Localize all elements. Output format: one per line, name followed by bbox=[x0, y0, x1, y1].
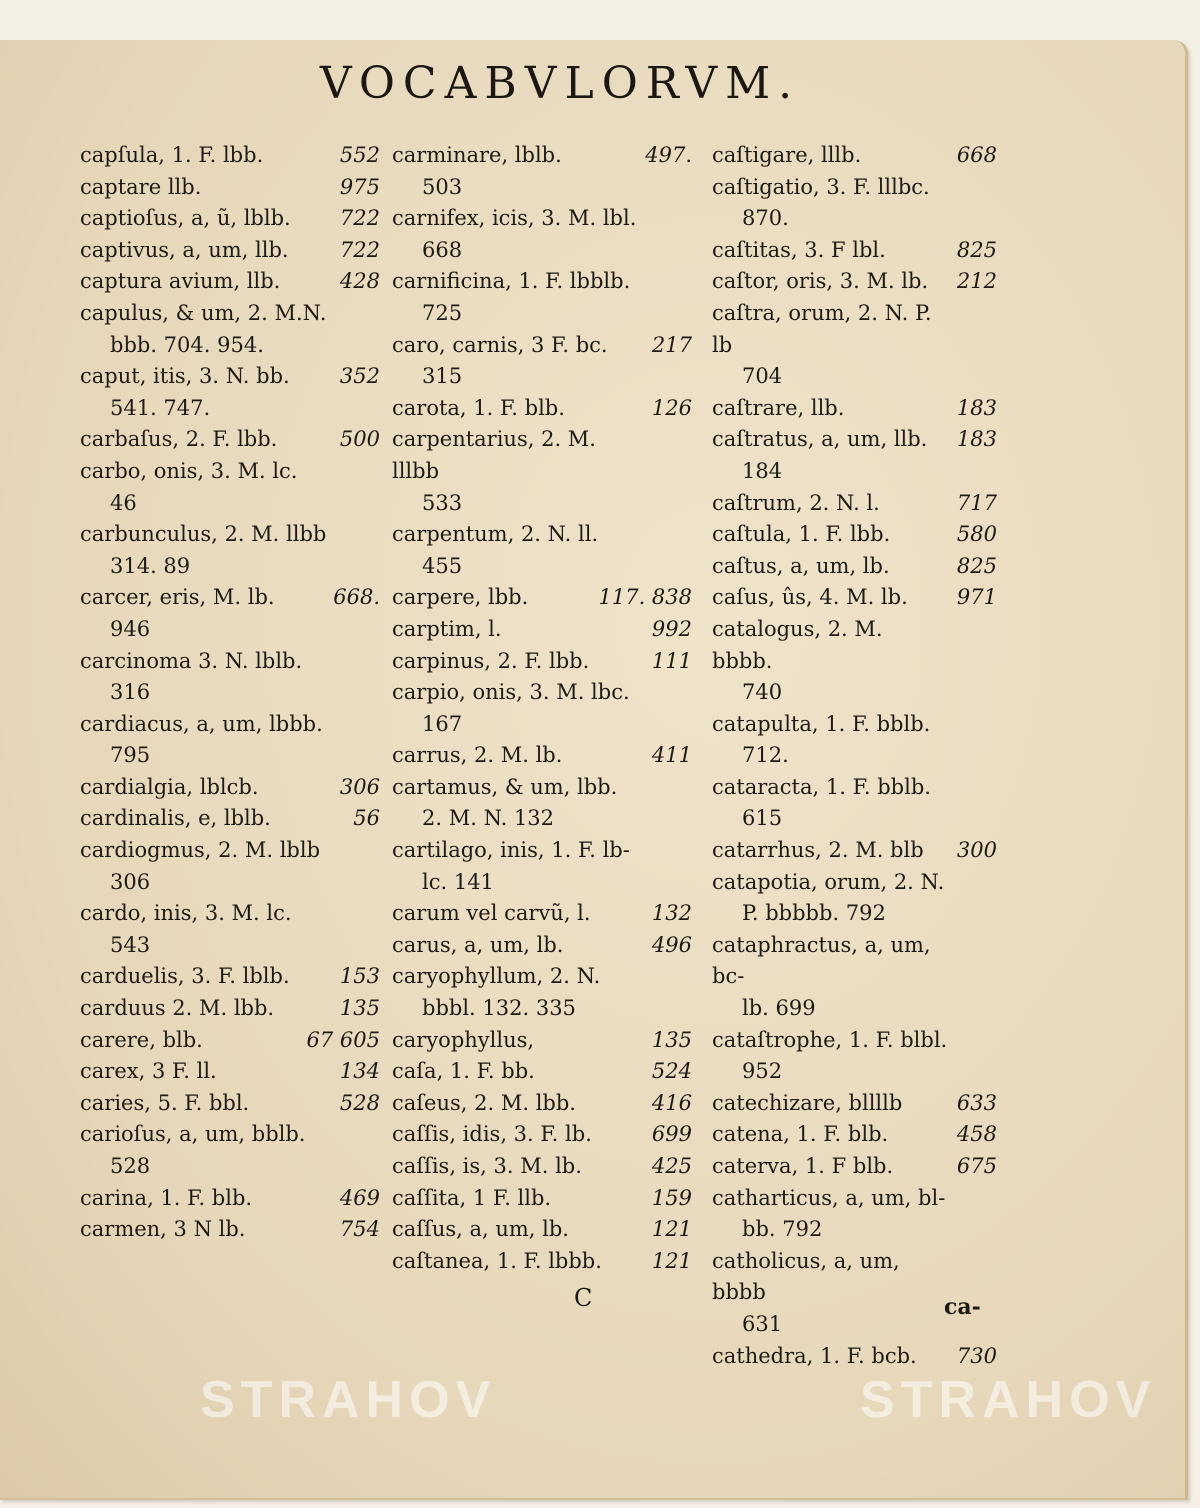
entry-headword: captura avium, llb. bbox=[80, 269, 281, 294]
entry-headword: caſtratus, a, um, llb. bbox=[712, 427, 928, 452]
entry-headword: carbaſus, 2. F. lbb. bbox=[80, 427, 278, 452]
entry-headword: caſtus, a, um, lb. bbox=[712, 553, 890, 578]
entry-continuation: 631 bbox=[742, 1311, 783, 1336]
entry-headword: carcer, eris, M. lb. bbox=[80, 585, 275, 610]
entry-continuation: 541. 747. bbox=[110, 395, 211, 420]
entry-page-ref: 425 bbox=[651, 1154, 692, 1178]
entry-headword: catalogus, 2. M. bbbb. bbox=[712, 616, 883, 673]
entry-headword: caterva, 1. F blb. bbox=[712, 1154, 894, 1178]
index-entry bbox=[712, 393, 997, 425]
page-title: VOCABVLORVM. bbox=[319, 58, 801, 109]
entry-headword: caſa, 1. F. bb. bbox=[392, 1059, 535, 1084]
entry-continuation: 795 bbox=[110, 743, 151, 768]
entry-headword: caſtigatio, 3. F. lllbc. bbox=[712, 174, 930, 199]
index-entry bbox=[392, 740, 692, 772]
index-entry bbox=[392, 677, 692, 740]
entry-headword: catharticus, a, um, bl- bbox=[712, 1185, 946, 1210]
index-entry bbox=[712, 488, 997, 520]
index-entry bbox=[80, 361, 380, 424]
entry-page-ref: 528 bbox=[339, 1090, 380, 1115]
entry-headword: carbunculus, 2. M. llbb bbox=[80, 522, 327, 547]
index-entry bbox=[392, 330, 692, 393]
entry-headword: carduelis, 3. F. lblb. bbox=[80, 964, 290, 989]
entry-headword: carduus 2. M. lbb. bbox=[80, 996, 275, 1021]
entry-page-ref: 722 bbox=[339, 237, 380, 262]
index-entry bbox=[712, 172, 997, 235]
index-entry bbox=[80, 709, 380, 772]
index-column-2 bbox=[392, 140, 692, 1277]
index-entry bbox=[392, 961, 692, 1024]
index-entry bbox=[80, 1183, 380, 1215]
entry-headword: caſeus, 2. M. lbb. bbox=[392, 1090, 576, 1115]
entry-page-ref: 56 bbox=[353, 806, 380, 831]
index-entry bbox=[80, 1088, 380, 1120]
entry-continuation: 533 bbox=[422, 490, 463, 515]
entry-page-ref: 496 bbox=[651, 932, 692, 957]
library-watermark: STRAHOV bbox=[200, 1371, 497, 1429]
entry-continuation: lb. 699 bbox=[742, 996, 816, 1021]
entry-continuation: 870. bbox=[742, 206, 789, 231]
entry-headword: catechizare, bllllb bbox=[712, 1090, 903, 1115]
index-entry bbox=[712, 1183, 997, 1246]
index-entry bbox=[392, 140, 692, 203]
entry-headword: carpio, onis, 3. M. lbc. bbox=[392, 680, 630, 705]
index-entry bbox=[712, 298, 997, 393]
index-entry bbox=[392, 582, 692, 614]
index-entry bbox=[712, 835, 997, 867]
index-entry bbox=[80, 1056, 380, 1088]
index-entry bbox=[392, 1088, 692, 1120]
entry-headword: carptim, l. bbox=[392, 616, 502, 641]
entry-headword: caſtitas, 3. F lbl. bbox=[712, 237, 886, 262]
entry-headword: caſus, ûs, 4. M. lb. bbox=[712, 585, 908, 610]
entry-continuation: 314. 89 bbox=[110, 553, 191, 578]
index-entry bbox=[80, 582, 380, 645]
entry-continuation: 725 bbox=[422, 300, 463, 325]
entry-page-ref: 469 bbox=[339, 1185, 380, 1210]
index-entry bbox=[80, 803, 380, 835]
index-entry bbox=[712, 614, 997, 709]
index-entry bbox=[392, 1246, 692, 1278]
entry-headword: captare llb. bbox=[80, 174, 202, 199]
entry-headword: carex, 3 F. ll. bbox=[80, 1059, 217, 1084]
entry-continuation: 704 bbox=[742, 364, 783, 389]
entry-headword: cardialgia, lblcb. bbox=[80, 774, 259, 799]
entry-page-ref: 497. bbox=[645, 143, 692, 167]
entry-headword: caſtigare, lllb. bbox=[712, 143, 862, 167]
index-entry bbox=[392, 646, 692, 678]
index-entry bbox=[712, 867, 997, 930]
entry-headword: carere, blb. bbox=[80, 1027, 203, 1052]
index-entry bbox=[80, 456, 380, 519]
entry-page-ref: 754 bbox=[339, 1217, 380, 1242]
entry-continuation: P. bbbbb. 792 bbox=[742, 901, 886, 926]
index-column-1 bbox=[80, 140, 380, 1246]
entry-headword: caro, carnis, 3 F. bc. bbox=[392, 332, 608, 357]
entry-headword: caput, itis, 3. N. bb. bbox=[80, 364, 290, 389]
entry-continuation: 184 bbox=[742, 458, 783, 483]
index-entry bbox=[80, 646, 380, 709]
entry-continuation: 167 bbox=[422, 711, 463, 736]
entry-continuation: 740 bbox=[742, 680, 783, 705]
entry-page-ref: 675 bbox=[956, 1154, 997, 1178]
index-entry bbox=[712, 709, 997, 772]
library-watermark: STRAHOV bbox=[860, 1371, 1157, 1429]
entry-page-ref: 416 bbox=[651, 1090, 692, 1115]
index-entry bbox=[80, 993, 380, 1025]
entry-continuation: 528 bbox=[110, 1154, 151, 1178]
entry-page-ref: 159 bbox=[651, 1185, 692, 1210]
entry-page-ref: 217 bbox=[651, 332, 692, 357]
entry-continuation: bb. 792 bbox=[742, 1217, 823, 1242]
entry-page-ref: 668 bbox=[956, 143, 997, 167]
entry-headword: caſtrare, llb. bbox=[712, 395, 845, 420]
entry-headword: carota, 1. F. blb. bbox=[392, 395, 565, 420]
index-entry bbox=[392, 1214, 692, 1246]
index-entry bbox=[80, 1214, 380, 1246]
entry-page-ref: 111 bbox=[651, 648, 692, 673]
entry-headword: carnifex, icis, 3. M. lbl. bbox=[392, 206, 637, 231]
entry-headword: caſſus, a, um, lb. bbox=[392, 1217, 569, 1242]
entry-page-ref: 126 bbox=[651, 395, 692, 420]
index-entry bbox=[392, 1183, 692, 1215]
entry-headword: carus, a, um, lb. bbox=[392, 932, 564, 957]
entry-headword: cataſtrophe, 1. F. blbl. bbox=[712, 1027, 948, 1052]
entry-headword: carina, 1. F. blb. bbox=[80, 1185, 253, 1210]
entry-page-ref: 717 bbox=[956, 490, 997, 515]
entry-headword: carrus, 2. M. lb. bbox=[392, 743, 563, 768]
entry-page-ref: 183 bbox=[956, 395, 997, 420]
entry-page-ref: 67 605 bbox=[306, 1027, 380, 1052]
index-entry bbox=[392, 898, 692, 930]
entry-page-ref: 633 bbox=[956, 1090, 997, 1115]
index-entry bbox=[80, 424, 380, 456]
entry-continuation: 306 bbox=[110, 869, 151, 894]
index-entry bbox=[392, 835, 692, 898]
entry-page-ref: 135 bbox=[651, 1027, 692, 1052]
entry-continuation: bbbl. 132. 335 bbox=[422, 996, 576, 1021]
index-entry bbox=[392, 1025, 692, 1057]
index-entry bbox=[80, 172, 380, 204]
index-entry bbox=[80, 772, 380, 804]
entry-page-ref: 117. 838 bbox=[598, 585, 692, 610]
entry-headword: caſtor, oris, 3. M. lb. bbox=[712, 269, 929, 294]
entry-headword: caſtrum, 2. N. l. bbox=[712, 490, 880, 515]
entry-headword: cataracta, 1. F. bblb. bbox=[712, 774, 931, 799]
index-entry bbox=[80, 519, 380, 582]
index-entry bbox=[712, 1025, 997, 1088]
entry-page-ref: 352 bbox=[339, 364, 380, 389]
entry-page-ref: 212 bbox=[956, 269, 997, 294]
index-entry bbox=[392, 1151, 692, 1183]
entry-headword: cardo, inis, 3. M. lc. bbox=[80, 901, 292, 926]
entry-continuation: 455 bbox=[422, 553, 463, 578]
entry-headword: caſſita, 1 F. llb. bbox=[392, 1185, 552, 1210]
entry-continuation: 503 bbox=[422, 174, 463, 199]
index-entry bbox=[392, 1119, 692, 1151]
entry-headword: captioſus, a, ũ, lblb. bbox=[80, 206, 291, 231]
entry-headword: carcinoma 3. N. lblb. bbox=[80, 648, 303, 673]
entry-headword: carminare, lblb. bbox=[392, 143, 562, 167]
entry-headword: cartilago, inis, 1. F. lb- bbox=[392, 838, 630, 863]
entry-page-ref: 668. bbox=[333, 585, 380, 610]
index-entry bbox=[712, 551, 997, 583]
entry-headword: catholicus, a, um, bbbb bbox=[712, 1248, 900, 1305]
catchword: ca- bbox=[944, 1294, 981, 1320]
signature-mark: C bbox=[574, 1284, 593, 1312]
entry-page-ref: 730 bbox=[956, 1343, 997, 1368]
entry-continuation: 2. M. N. 132 bbox=[422, 806, 555, 831]
index-entry bbox=[712, 1341, 997, 1373]
entry-continuation: 316 bbox=[110, 680, 151, 705]
entry-headword: carpentum, 2. N. ll. bbox=[392, 522, 599, 547]
entry-page-ref: 524 bbox=[651, 1059, 692, 1084]
entry-headword: cardiacus, a, um, lbbb. bbox=[80, 711, 323, 736]
index-entry bbox=[712, 519, 997, 551]
index-entry bbox=[712, 1119, 997, 1151]
entry-page-ref: 183 bbox=[956, 427, 997, 452]
index-entry bbox=[392, 930, 692, 962]
entry-headword: carbo, onis, 3. M. lc. bbox=[80, 458, 298, 483]
index-entry bbox=[712, 930, 997, 1025]
entry-headword: capulus, & um, 2. M.N. bbox=[80, 300, 327, 325]
entry-page-ref: 971 bbox=[956, 585, 997, 610]
entry-page-ref: 153 bbox=[339, 964, 380, 989]
index-entry bbox=[80, 1119, 380, 1182]
index-entry bbox=[80, 961, 380, 993]
entry-headword: caſſis, idis, 3. F. lb. bbox=[392, 1122, 592, 1147]
index-entry bbox=[712, 1151, 997, 1183]
entry-headword: catapulta, 1. F. bblb. bbox=[712, 711, 931, 736]
entry-continuation: 543 bbox=[110, 932, 151, 957]
index-entry bbox=[712, 266, 997, 298]
entry-page-ref: 428 bbox=[339, 269, 380, 294]
index-entry bbox=[80, 898, 380, 961]
entry-page-ref: 975 bbox=[339, 174, 380, 199]
entry-continuation: bbb. 704. 954. bbox=[110, 332, 264, 357]
entry-headword: caries, 5. F. bbl. bbox=[80, 1090, 250, 1115]
index-entry bbox=[392, 266, 692, 329]
entry-continuation: 712. bbox=[742, 743, 789, 768]
entry-page-ref: 500 bbox=[339, 427, 380, 452]
index-entry bbox=[80, 298, 380, 361]
entry-headword: carnificina, 1. F. lbblb. bbox=[392, 269, 631, 294]
entry-headword: carpinus, 2. F. lbb. bbox=[392, 648, 590, 673]
entry-headword: catena, 1. F. blb. bbox=[712, 1122, 889, 1147]
entry-headword: capſula, 1. F. lbb. bbox=[80, 143, 264, 167]
entry-page-ref: 580 bbox=[956, 522, 997, 547]
index-entry bbox=[80, 1025, 380, 1057]
index-entry bbox=[392, 1056, 692, 1088]
index-entry bbox=[712, 140, 997, 172]
index-entry bbox=[80, 203, 380, 235]
entry-page-ref: 825 bbox=[956, 237, 997, 262]
entry-continuation: 668 bbox=[422, 237, 463, 262]
entry-continuation: lc. 141 bbox=[422, 869, 494, 894]
index-entry bbox=[80, 835, 380, 898]
entry-headword: cardinalis, e, lblb. bbox=[80, 806, 271, 831]
index-entry bbox=[392, 424, 692, 519]
entry-headword: cartamus, & um, lbb. bbox=[392, 774, 618, 799]
entry-page-ref: 135 bbox=[339, 996, 380, 1021]
entry-page-ref: 134 bbox=[339, 1059, 380, 1084]
index-entry bbox=[80, 266, 380, 298]
index-entry bbox=[712, 772, 997, 835]
entry-page-ref: 121 bbox=[651, 1217, 692, 1242]
entry-headword: catarrhus, 2. M. blb bbox=[712, 838, 924, 863]
entry-page-ref: 722 bbox=[339, 206, 380, 231]
entry-headword: caſtula, 1. F. lbb. bbox=[712, 522, 891, 547]
entry-page-ref: 300 bbox=[956, 838, 997, 863]
index-entry bbox=[392, 393, 692, 425]
entry-page-ref: 992 bbox=[651, 616, 692, 641]
entry-headword: carpere, lbb. bbox=[392, 585, 529, 610]
entry-headword: carmen, 3 N lb. bbox=[80, 1217, 246, 1242]
entry-page-ref: 458 bbox=[956, 1122, 997, 1147]
entry-headword: cathedra, 1. F. bcb. bbox=[712, 1343, 917, 1368]
entry-continuation: 615 bbox=[742, 806, 783, 831]
index-entry bbox=[392, 203, 692, 266]
entry-headword: caryophyllus, bbox=[392, 1027, 535, 1052]
index-entry bbox=[712, 1088, 997, 1120]
index-entry bbox=[392, 519, 692, 582]
entry-headword: catapotia, orum, 2. N. bbox=[712, 869, 945, 894]
index-entry bbox=[712, 582, 997, 614]
index-entry bbox=[80, 140, 380, 172]
entry-headword: captivus, a, um, llb. bbox=[80, 237, 289, 262]
entry-page-ref: 121 bbox=[651, 1248, 692, 1273]
entry-headword: carpentarius, 2. M. lllbb bbox=[392, 427, 596, 483]
index-entry bbox=[712, 424, 997, 487]
index-entry bbox=[712, 235, 997, 267]
entry-headword: caſtra, orum, 2. N. P. lb bbox=[712, 300, 932, 357]
entry-headword: cataphractus, a, um, bc- bbox=[712, 932, 931, 989]
entry-page-ref: 411 bbox=[651, 743, 692, 768]
entry-continuation: 952 bbox=[742, 1059, 783, 1084]
index-entry bbox=[392, 772, 692, 835]
entry-continuation: 315 bbox=[422, 364, 463, 389]
entry-page-ref: 699 bbox=[651, 1122, 692, 1147]
entry-page-ref: 132 bbox=[651, 901, 692, 926]
index-entry bbox=[80, 235, 380, 267]
entry-headword: cardiogmus, 2. M. lblb bbox=[80, 838, 321, 863]
entry-headword: caſtanea, 1. F. lbbb. bbox=[392, 1248, 602, 1273]
entry-page-ref: 825 bbox=[956, 553, 997, 578]
entry-continuation: 946 bbox=[110, 616, 151, 641]
entry-headword: caryophyllum, 2. N. bbox=[392, 964, 601, 989]
entry-page-ref: 552 bbox=[339, 143, 380, 167]
entry-headword: carioſus, a, um, bblb. bbox=[80, 1122, 306, 1147]
entry-page-ref: 306 bbox=[339, 774, 380, 799]
entry-continuation: 46 bbox=[110, 490, 137, 515]
entry-headword: carum vel carvũ, l. bbox=[392, 901, 591, 926]
index-entry bbox=[392, 614, 692, 646]
entry-headword: caſſis, is, 3. M. lb. bbox=[392, 1154, 582, 1178]
index-column-3 bbox=[712, 140, 997, 1372]
